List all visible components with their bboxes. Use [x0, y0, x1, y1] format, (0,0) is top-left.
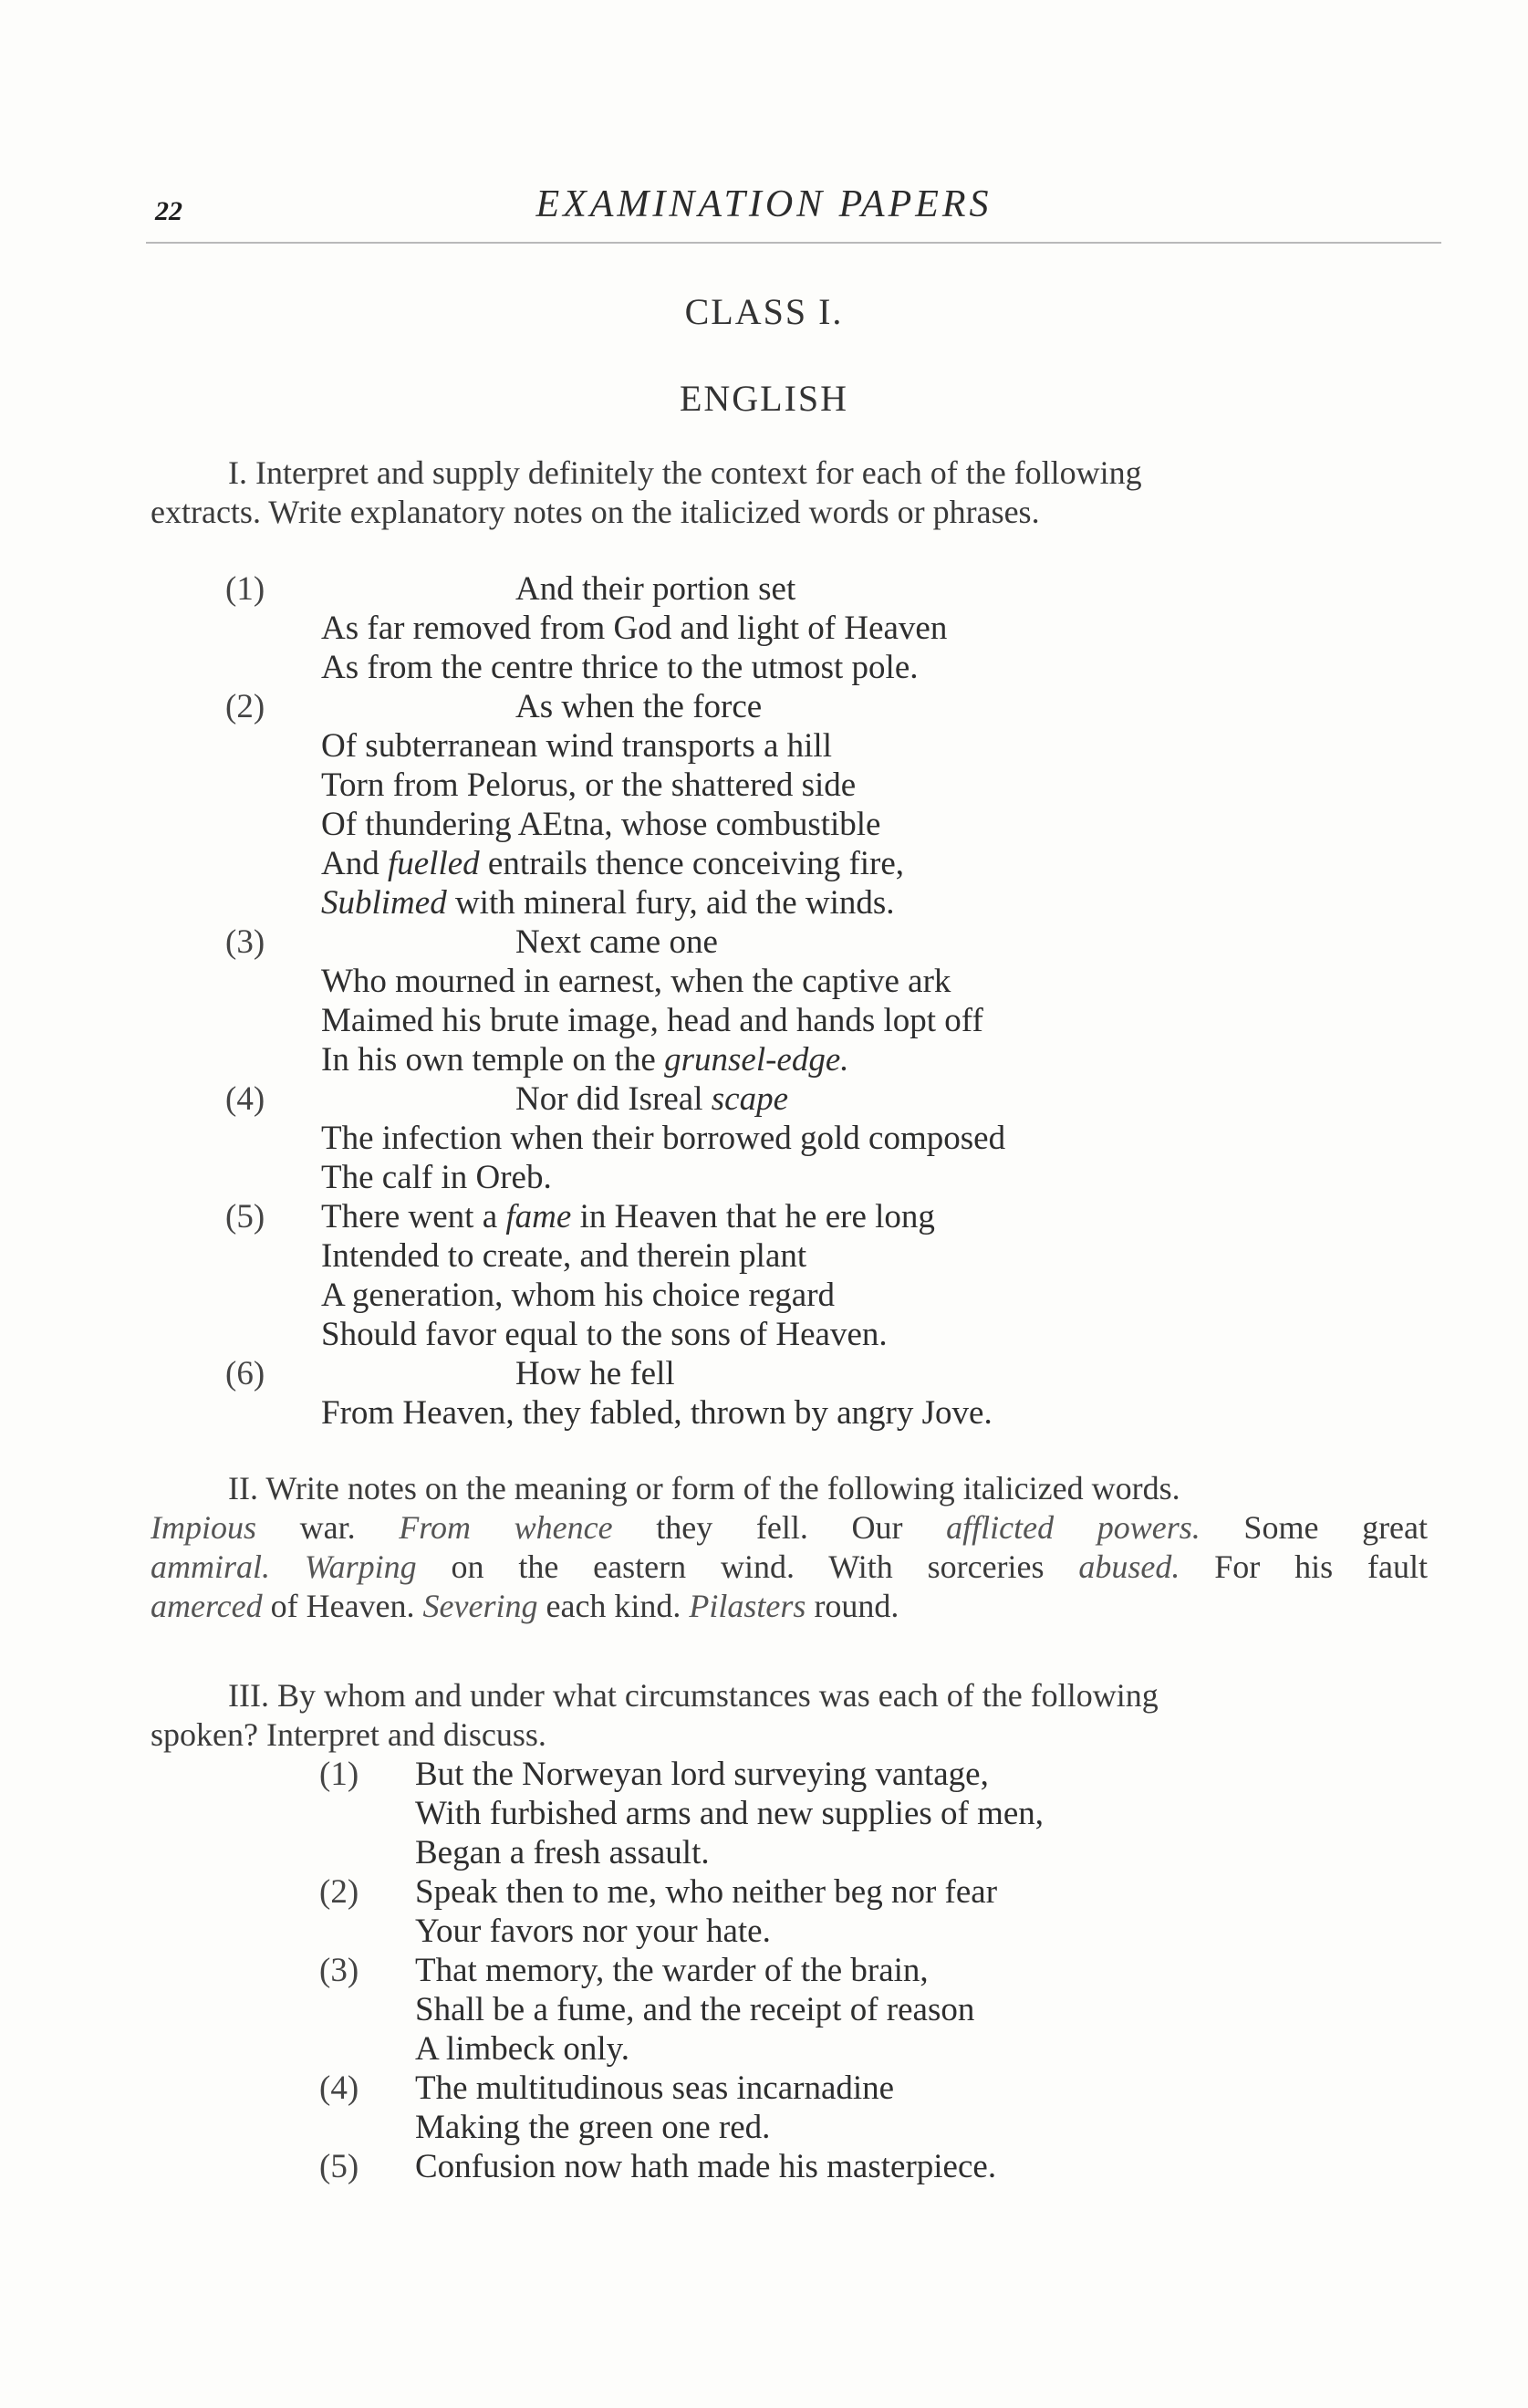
text-run: on the eastern wind. With sorceries	[416, 1548, 1079, 1585]
header-rule	[146, 242, 1441, 244]
question-2-line	[151, 1508, 1428, 1548]
item-line: Confusion now hath made his masterpiece.	[415, 2148, 997, 2185]
question-1-extracts	[151, 569, 1336, 1433]
extract-4	[151, 1079, 1336, 1197]
item-line: Speak then to me, who neither beg nor fear	[415, 1873, 998, 1911]
extract-line	[151, 1197, 1336, 1236]
extract-line: Who mourned in earnest, when the captive ark	[321, 963, 951, 1000]
italic-term: fuelled	[387, 845, 480, 882]
italic-term: amerced	[151, 1588, 263, 1624]
item-line: But the Norweyan lord surveying vantage,	[415, 1756, 989, 1793]
question-3-item-5	[151, 2147, 1336, 2186]
extract-line: Next came one	[515, 923, 718, 961]
italic-term: fame	[505, 1198, 572, 1235]
question-1-instructions	[151, 453, 1428, 532]
question-3-line: III. By whom and under what circumstances was each of the following	[228, 1677, 1159, 1714]
item-line: A limbeck only.	[415, 2030, 629, 2068]
text-run: Nor did Isreal	[515, 1080, 712, 1118]
text-run: There went a	[321, 1198, 506, 1235]
text-run: Some great	[1200, 1509, 1429, 1546]
question-3-item-2	[151, 1872, 1336, 1951]
extract-number: (6)	[225, 1355, 265, 1392]
text-run: entrails thence conceiving fire,	[479, 845, 905, 882]
text-run: in Heaven that he ere long	[571, 1198, 935, 1235]
extract-line: The calf in Oreb.	[321, 1159, 552, 1196]
question-1-line: extracts. Write explanatory notes on the italicized words or phrases.	[151, 494, 1040, 530]
item-number: (1)	[319, 1756, 359, 1793]
running-title: EXAMINATION PAPERS	[535, 183, 993, 225]
italic-term: abused.	[1078, 1548, 1180, 1585]
italic-term: Pilasters	[689, 1588, 806, 1624]
italic-term: scape	[711, 1080, 788, 1118]
italic-term: afflicted powers.	[946, 1509, 1201, 1546]
italic-term: From whence	[399, 1509, 613, 1546]
extract-1	[151, 569, 1336, 687]
extract-line: Of thundering AEtna, whose combustible	[321, 806, 881, 843]
page-number: 22	[155, 196, 182, 226]
extract-line	[151, 1040, 1336, 1079]
italic-term: ammiral.	[151, 1548, 271, 1585]
text-run: And	[321, 845, 388, 882]
extract-number: (5)	[225, 1198, 265, 1235]
extract-number: (3)	[225, 923, 265, 961]
item-line: That memory, the warder of the brain,	[415, 1952, 929, 1989]
item-number: (3)	[319, 1952, 359, 1989]
question-2	[151, 1469, 1428, 1626]
extract-line: As when the force	[515, 688, 763, 725]
item-line: Making the green one red.	[415, 2109, 771, 2146]
question-3-item-3	[151, 1951, 1336, 2069]
item-number: (5)	[319, 2148, 359, 2185]
extract-6	[151, 1354, 1336, 1433]
extract-line	[151, 1079, 1336, 1119]
question-3-instructions	[151, 1676, 1428, 1755]
text-run: round.	[806, 1588, 899, 1624]
extract-line	[151, 844, 1336, 883]
extract-number: (1)	[225, 570, 265, 608]
item-number: (4)	[319, 2069, 359, 2107]
item-line: Your favors nor your hate.	[415, 1913, 771, 1950]
question-3-items	[151, 1755, 1336, 2186]
question-2-line	[151, 1587, 1428, 1626]
italic-term: grunsel-edge.	[664, 1041, 849, 1079]
extract-line: The infection when their borrowed gold composed	[321, 1120, 1006, 1157]
item-line: The multitudinous seas incarnadine	[415, 2069, 895, 2107]
extract-line: A generation, whom his choice regard	[321, 1277, 836, 1314]
text-run: war.	[256, 1509, 400, 1546]
extract-line: From Heaven, they fabled, thrown by angry Jove.	[321, 1394, 993, 1432]
item-line: Shall be a fume, and the receipt of reason	[415, 1991, 975, 2028]
text-run: For his fault	[1180, 1548, 1428, 1585]
extract-number: (2)	[225, 688, 265, 725]
italic-term: Impious	[151, 1509, 256, 1546]
extract-line: As from the centre thrice to the utmost pole.	[321, 649, 919, 686]
question-3-item-4	[151, 2069, 1336, 2147]
extract-line: Torn from Pelorus, or the shattered side	[321, 766, 857, 804]
extract-line: And their portion set	[515, 570, 796, 608]
extract-line: As far removed from God and light of Heaven	[321, 610, 948, 647]
italic-term: Sublimed	[321, 884, 447, 922]
question-3-line: spoken? Interpret and discuss.	[151, 1716, 546, 1753]
italic-term: Warping	[304, 1548, 417, 1585]
question-2-line	[151, 1548, 1428, 1587]
text-run	[270, 1548, 305, 1585]
question-2-intro: II. Write notes on the meaning or form of the following italicized words.	[228, 1470, 1180, 1506]
class-heading: CLASS I.	[684, 291, 844, 332]
question-1-line: I. Interpret and supply definitely the context for each of the following	[228, 454, 1142, 491]
text-run: with mineral fury, aid the winds.	[446, 884, 895, 922]
text-run: In his own temple on the	[321, 1041, 665, 1079]
subject-heading: ENGLISH	[679, 378, 849, 419]
text-run: they fell. Our	[612, 1509, 947, 1546]
text-run: of Heaven.	[262, 1588, 423, 1624]
extract-line: Maimed his brute image, head and hands lopt off	[321, 1002, 983, 1039]
extract-line: How he fell	[515, 1355, 675, 1392]
item-line: With furbished arms and new supplies of men,	[415, 1795, 1045, 1832]
extract-line: Of subterranean wind transports a hill	[321, 727, 832, 765]
extract-5	[151, 1197, 1336, 1354]
question-3-item-1	[151, 1755, 1336, 1872]
item-line: Began a fresh assault.	[415, 1834, 710, 1871]
extract-2	[151, 687, 1336, 923]
item-number: (2)	[319, 1873, 359, 1911]
extract-line: Intended to create, and therein plant	[321, 1237, 807, 1275]
extract-line	[151, 883, 1336, 923]
italic-term: Severing	[422, 1588, 538, 1624]
extract-line: Should favor equal to the sons of Heaven.	[321, 1316, 888, 1353]
text-run: each kind.	[537, 1588, 690, 1624]
extract-number: (4)	[225, 1080, 265, 1118]
extract-3	[151, 923, 1336, 1079]
